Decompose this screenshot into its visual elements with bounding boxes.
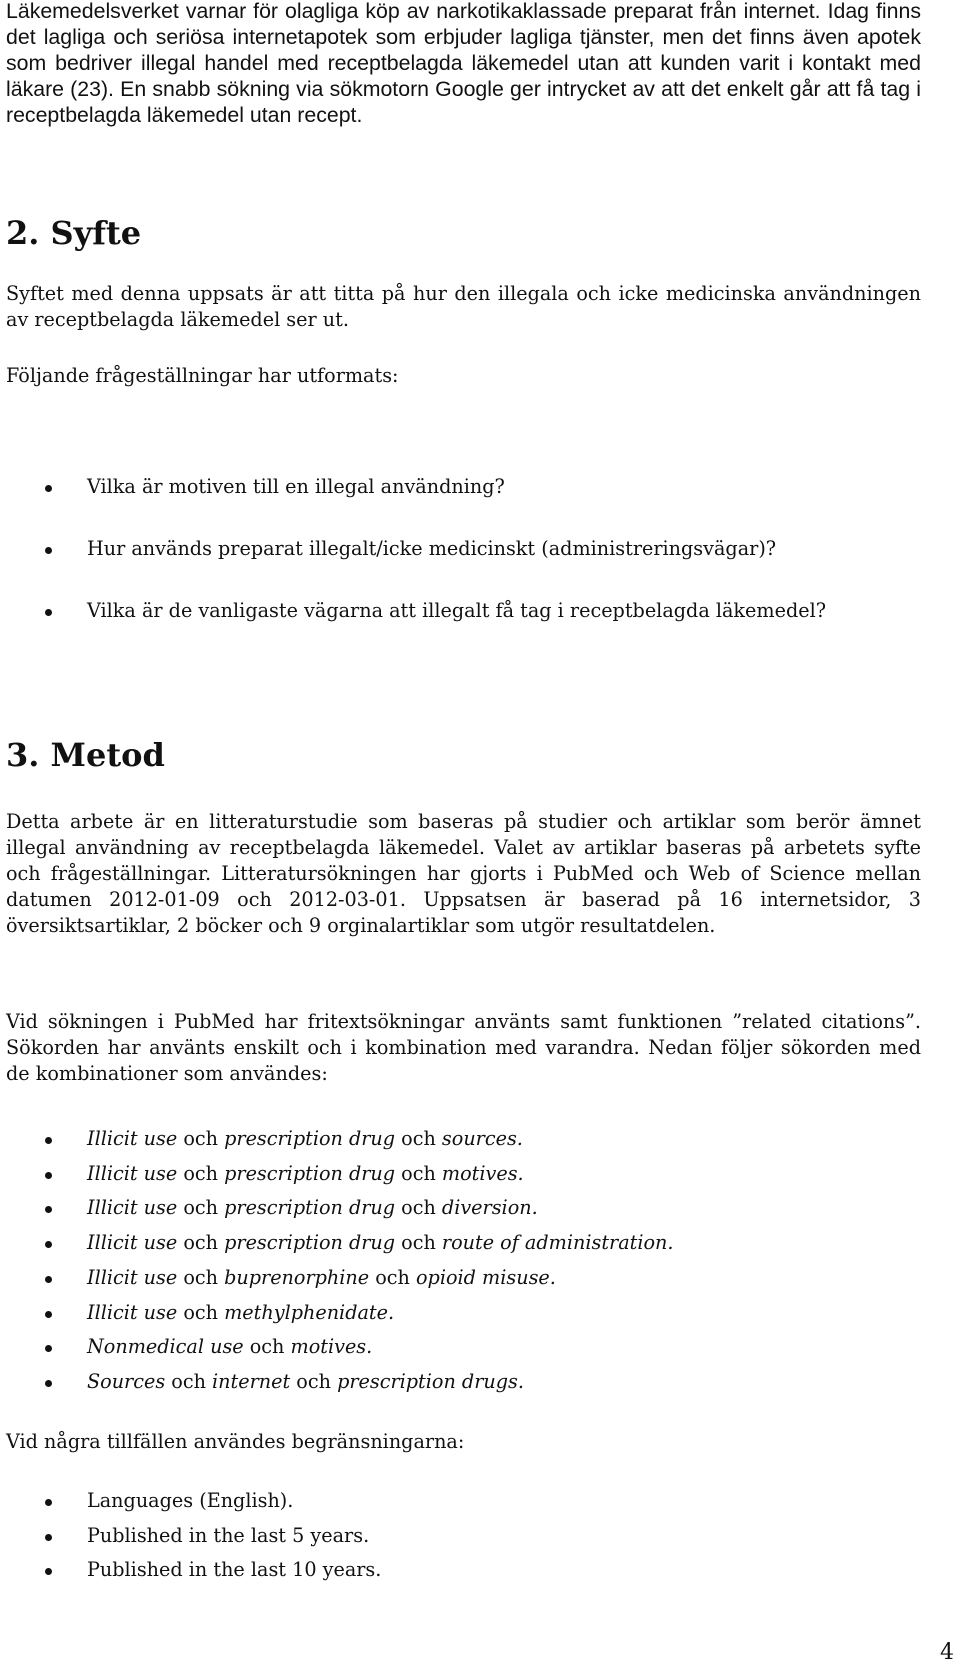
- search-method-paragraph: Vid sökningen i PubMed har fritextsökningar använts samt funktionen ”related citations”. Sökorden har använts enskilt och i kombination med varandra. Nedan följer sökorden med de kombinationer som användes:: [6, 1010, 921, 1085]
- section-heading-syfte: 2. Syfte: [6, 214, 142, 252]
- list-item: Published in the last 10 years.: [6, 1553, 921, 1588]
- research-questions-list: [6, 474, 921, 660]
- list-item: Illicit use och prescription drug och sources.: [6, 1122, 921, 1157]
- syfte-paragraph: Syftet med denna uppsats är att titta på hur den illegala och icke medicinska användningen av receptbelagda läkemedel ser ut.: [6, 282, 921, 331]
- limits-intro: Vid några tillfällen användes begränsningarna:: [6, 1430, 465, 1453]
- limits-list: [6, 1484, 921, 1588]
- questions-intro: Följande frågeställningar har utformats:: [6, 364, 399, 387]
- intro-paragraph: [6, 0, 921, 128]
- search-terms-list: [6, 1122, 921, 1400]
- list-item: Illicit use och prescription drug och diversion.: [6, 1191, 921, 1226]
- intro-text-part2: En snabb sökning via sökmotorn Google ger intrycket av att det enkelt går att få tag i receptbelagda läkemedel utan recept.: [6, 77, 922, 127]
- list-item: Nonmedical use och motives.: [6, 1330, 921, 1365]
- list-item: Illicit use och buprenorphine och opioid misuse.: [6, 1261, 921, 1296]
- list-item: Languages (English).: [6, 1484, 921, 1519]
- page-number: 4: [940, 1640, 954, 1665]
- list-item: Illicit use och prescription drug och motives.: [6, 1157, 921, 1192]
- section-heading-metod: 3. Metod: [6, 736, 165, 774]
- list-item: Published in the last 5 years.: [6, 1519, 921, 1554]
- list-item: Hur används preparat illegalt/icke medicinskt (administreringsvägar)?: [6, 536, 921, 562]
- intro-text-part1: Läkemedelsverket varnar för olagliga köp av narkotikaklassade preparat från internet. Idag finns det lagliga och seriösa internetapotek som erbjuder lagliga tjänster, men det finns även apotek som bedriver illegal handel med receptbelagda läkemedel utan att kunden varit i kontakt med läkare (23).: [6, 0, 921, 101]
- list-item: Vilka är de vanligaste vägarna att illegalt få tag i receptbelagda läkemedel?: [6, 598, 921, 624]
- metod-paragraph: Detta arbete är en litteraturstudie som baseras på studier och artiklar som berör ämnet illegal användning av receptbelagda läkemedel. Valet av artiklar baseras på arbetets syfte och frågeställningar. Litteratursökningen har gjorts i PubMed och Web of Science mellan datumen 2012-01-09 och 2012-03-01. Uppsatsen är baserad på 16 internetsidor, 3 översiktsartiklar, 2 böcker och 9 orginalartiklar som utgör resultatdelen.: [6, 810, 921, 937]
- list-item: Illicit use och methylphenidate.: [6, 1296, 921, 1331]
- list-item: Sources och internet och prescription drugs.: [6, 1365, 921, 1400]
- list-item: Illicit use och prescription drug och route of administration.: [6, 1226, 921, 1261]
- list-item: Vilka är motiven till en illegal användning?: [6, 474, 921, 500]
